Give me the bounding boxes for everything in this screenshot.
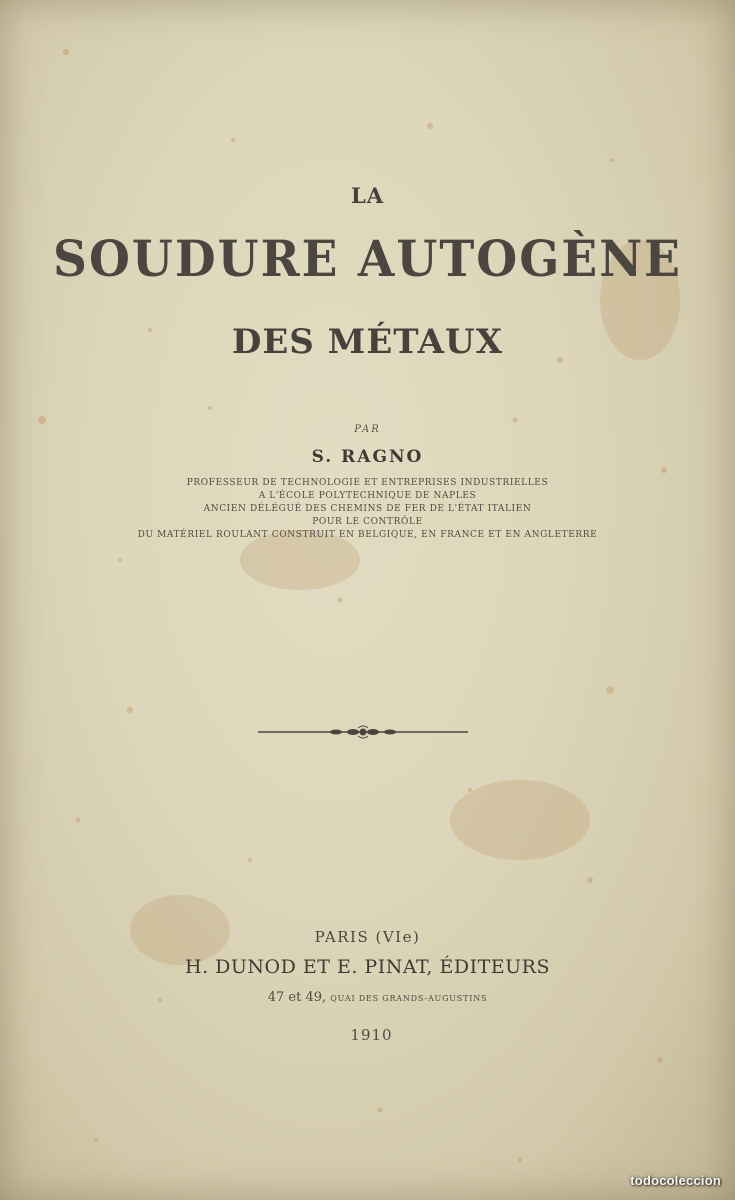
publisher-address [0,990,735,1005]
publisher-city: PARIS (VIe) [314,928,421,946]
credential-line: PROFESSEUR DE TECHNOLOGIE ET ENTREPRISES INDUSTRIELLES [186,478,549,488]
address-street: QUAI DES GRANDS-AUGUSTINS [330,994,488,1003]
credential-line: DU MATÉRIEL ROULANT CONSTRUIT EN BELGIQUE, EN FRANCE ET EN ANGLETERRE [137,530,598,540]
author-credentials [0,477,735,542]
address-number: 47 et 49, [267,990,327,1005]
vignette-ornament-icon [258,722,468,742]
by-label: PAR [354,424,381,435]
author-name: S. RAGNO [311,447,424,467]
watermark-text: todocoleccion [630,1173,721,1188]
title-article: LA [350,183,385,208]
book-title: SOUDURE AUTOGÈNE [53,230,682,289]
credential-line: A L'ÉCOLE POLYTECHNIQUE DE NAPLES [258,491,477,501]
book-subtitle: DES MÉTAUX [231,322,504,362]
credential-line: ANCIEN DÉLÉGUÉ DES CHEMINS DE FER DE L'ÉTAT ITALIEN [203,504,532,514]
publisher-names: H. DUNOD ET E. PINAT, ÉDITEURS [185,956,550,978]
publication-year: 1910 [350,1026,393,1044]
credential-line: POUR LE CONTRÔLE [312,517,423,527]
